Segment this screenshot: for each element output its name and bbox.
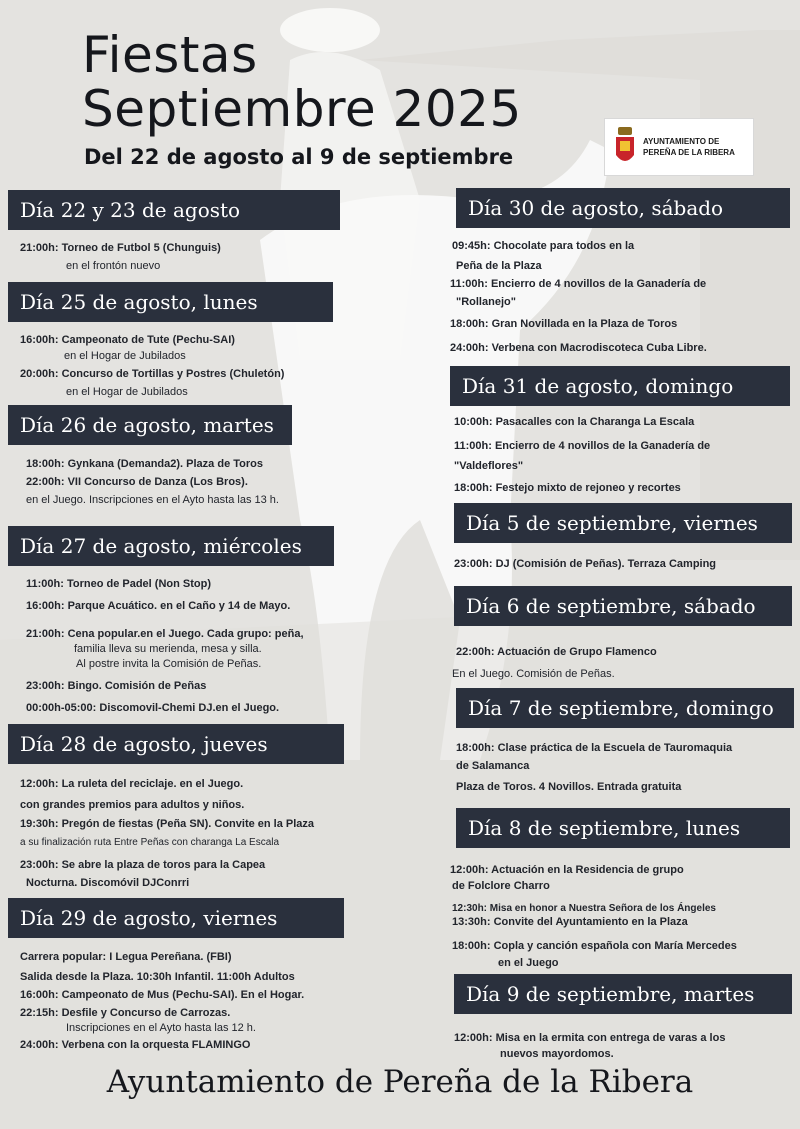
day-banner: Día 9 de septiembre, martes xyxy=(454,974,792,1014)
event-line: 23:00h: DJ (Comisión de Peñas). Terraza Camping xyxy=(454,558,717,570)
event-line: 12:00h: Actuación en la Residencia de grupo xyxy=(450,864,684,876)
event-line: 16:00h: Campeonato de Tute (Pechu-SAI) xyxy=(20,334,235,346)
event-line: nuevos mayordomos. xyxy=(500,1048,614,1060)
event-line: Inscripciones en el Ayto hasta las 12 h. xyxy=(66,1022,256,1034)
event-line: En el Juego. Comisión de Peñas. xyxy=(452,668,615,680)
title-line-1: Fiestas xyxy=(82,26,258,84)
event-line: 11:00h: Encierro de 4 novillos de la Ganadería de xyxy=(450,278,707,290)
event-line: 24:00h: Verbena con la orquesta FLAMINGO xyxy=(20,1039,251,1051)
event-line: 24:00h: Verbena con Macrodiscoteca Cuba Libre. xyxy=(450,342,707,354)
day-banner: Día 5 de septiembre, viernes xyxy=(454,503,792,543)
event-line: en el Hogar de Jubilados xyxy=(64,350,186,362)
event-line: 22:15h: Desfile y Concurso de Carrozas. xyxy=(20,1007,231,1019)
event-line: de Salamanca xyxy=(456,760,530,772)
day-banner: Día 8 de septiembre, lunes xyxy=(456,808,790,848)
event-line: 12:00h: Misa en la ermita con entrega de varas a los xyxy=(454,1032,726,1044)
event-line: 21:00h: Torneo de Futbol 5 (Chunguis) xyxy=(20,242,221,254)
day-banner: Día 27 de agosto, miércoles xyxy=(8,526,334,566)
date-range-subtitle: Del 22 de agosto al 9 de septiembre xyxy=(84,145,514,169)
day-banner: Día 7 de septiembre, domingo xyxy=(456,688,794,728)
day-banner: Día 6 de septiembre, sábado xyxy=(454,586,792,626)
title-line-2: Septiembre 2025 xyxy=(82,80,522,138)
event-line: 16:00h: Campeonato de Mus (Pechu-SAI). En el Hogar. xyxy=(20,989,305,1001)
event-line: 21:00h: Cena popular.en el Juego. Cada grupo: peña, xyxy=(26,628,304,640)
event-line: 11:00h: Torneo de Padel (Non Stop) xyxy=(26,578,211,590)
event-line: Al postre invita la Comisión de Peñas. xyxy=(76,658,262,670)
event-line: 20:00h: Concurso de Tortillas y Postres (Chuletón) xyxy=(20,368,285,380)
event-line: familia lleva su merienda, mesa y silla. xyxy=(74,643,262,655)
event-line: 18:00h: Clase práctica de la Escuela de Tauromaquia xyxy=(456,742,733,754)
event-line: 12:30h: Misa en honor a Nuestra Señora de los Ángeles xyxy=(452,903,716,914)
event-line: 10:00h: Pasacalles con la Charanga La Escala xyxy=(454,416,695,428)
event-line: 09:45h: Chocolate para todos en la xyxy=(452,240,635,252)
event-line: 11:00h: Encierro de 4 novillos de la Ganadería de xyxy=(454,440,711,452)
event-line: "Rollanejo" xyxy=(456,296,516,308)
event-line: 22:00h: VII Concurso de Danza (Los Bros). xyxy=(26,476,248,488)
town-hall-logo xyxy=(604,118,754,176)
event-line: 19:30h: Pregón de fiestas (Peña SN). Convite en la Plaza xyxy=(20,818,315,830)
event-line: en el Hogar de Jubilados xyxy=(66,386,188,398)
event-line: 18:00h: Gynkana (Demanda2). Plaza de Toros xyxy=(26,458,263,470)
event-line: 23:00h: Bingo. Comisión de Peñas xyxy=(26,680,207,692)
event-line: 23:00h: Se abre la plaza de toros para la Capea xyxy=(20,859,266,871)
event-line: con grandes premios para adultos y niños. xyxy=(20,799,245,811)
event-line: Peña de la Plaza xyxy=(456,260,542,272)
event-line: Salida desde la Plaza. 10:30h Infantil. 11:00h Adultos xyxy=(20,971,295,983)
logo-text-line-1: AYUNTAMIENTO DE xyxy=(643,137,720,146)
event-line: 16:00h: Parque Acuático. en el Caño y 14 de Mayo. xyxy=(26,600,291,612)
day-banner: Día 30 de agosto, sábado xyxy=(456,188,790,228)
event-line: "Valdeflores" xyxy=(454,460,524,472)
event-line: en el Juego. Inscripciones en el Ayto hasta las 13 h. xyxy=(26,494,279,506)
event-line: 22:00h: Actuación de Grupo Flamenco xyxy=(456,646,657,658)
event-line: en el Juego xyxy=(498,957,559,969)
event-line: Carrera popular: I Legua Pereñana. (FBI) xyxy=(20,951,232,963)
event-line: 00:00h-05:00: Discomovil-Chemi DJ.en el Juego. xyxy=(26,702,280,714)
event-line: Nocturna. Discomóvil DJConrri xyxy=(26,877,190,889)
event-line: Plaza de Toros. 4 Novillos. Entrada gratuita xyxy=(456,781,682,793)
coat-of-arms-icon xyxy=(613,125,637,169)
event-line: 18:00h: Festejo mixto de rejoneo y recortes xyxy=(454,482,681,494)
day-banner: Día 29 de agosto, viernes xyxy=(8,898,344,938)
event-line: 13:30h: Convite del Ayuntamiento en la Plaza xyxy=(452,916,688,928)
logo-text-line-2: PEREÑA DE LA RIBERA xyxy=(643,148,735,157)
day-banner: Día 22 y 23 de agosto xyxy=(8,190,340,230)
day-banner: Día 28 de agosto, jueves xyxy=(8,724,344,764)
event-line: en el frontón nuevo xyxy=(66,260,161,272)
event-line: 18:00h: Copla y canción española con María Mercedes xyxy=(452,940,737,952)
day-banner: Día 31 de agosto, domingo xyxy=(450,366,790,406)
event-line: 18:00h: Gran Novillada en la Plaza de Toros xyxy=(450,318,678,330)
day-banner: Día 25 de agosto, lunes xyxy=(8,282,333,322)
footer-town-hall: Ayuntamiento de Pereña de la Ribera xyxy=(106,1064,694,1100)
event-line: a su finalización ruta Entre Peñas con charanga La Escala xyxy=(20,837,280,848)
event-line: 12:00h: La ruleta del reciclaje. en el Juego. xyxy=(20,778,244,790)
day-banner: Día 26 de agosto, martes xyxy=(8,405,292,445)
event-line: de Folclore Charro xyxy=(452,880,550,892)
